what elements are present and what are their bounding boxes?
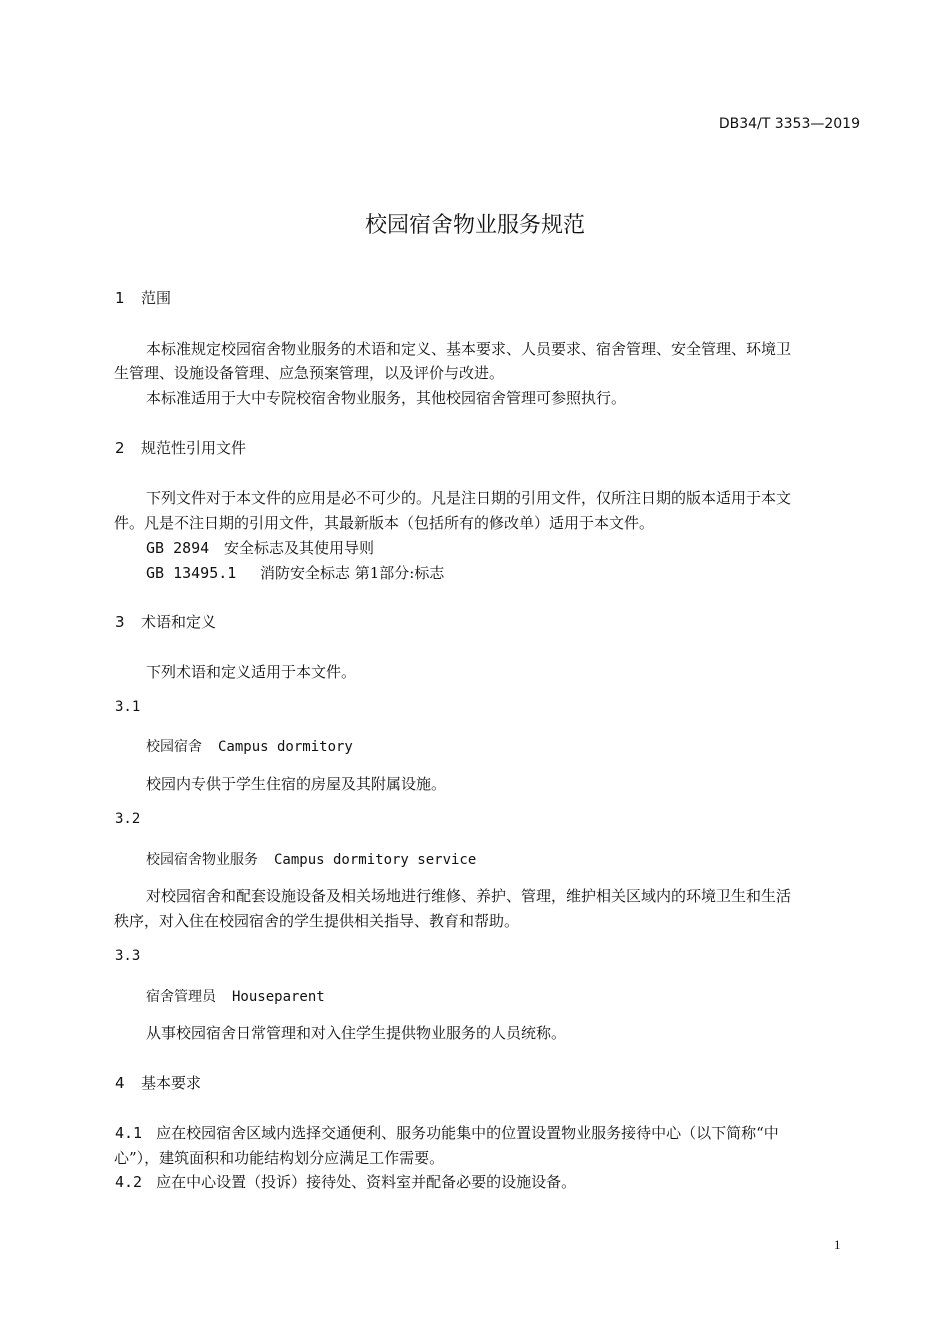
term-heading — [146, 986, 325, 1006]
term-heading — [146, 849, 476, 869]
reference-item — [146, 537, 374, 558]
section-title: 术语和定义 — [141, 613, 217, 631]
term-en: Houseparent — [232, 989, 325, 1005]
paragraph: 本标准适用于大中专院校宿舍物业服务，其他校园宿舍管理可参照执行。 — [146, 389, 627, 407]
term-zh: 校园宿舍 — [146, 739, 202, 755]
document-number: DB34/T 3353—2019 — [718, 116, 860, 132]
section-3-heading — [115, 611, 216, 632]
term-number: 3.1 — [115, 699, 141, 715]
section-title: 基本要求 — [141, 1074, 202, 1092]
paragraph-line: 下列文件对于本文件的应用是必不可少的。凡是注日期的引用文件，仅所注日期的版本适用于本文 — [146, 489, 792, 507]
term-definition: 从事校园宿舍日常管理和对入住学生提供物业服务的人员统称。 — [146, 1024, 567, 1042]
reference-title: 消防安全标志 第1部分:标志 — [260, 564, 445, 582]
paragraph-line: 件。凡是不注日期的引用文件，其最新版本（包括所有的修改单）适用于本文件。 — [114, 514, 655, 532]
term-definition-line: 秩序，对入住在校园宿舍的学生提供相关指导、教育和帮助。 — [114, 912, 520, 930]
clause-text-line: 心”），建筑面积和功能结构划分应满足工作需要。 — [114, 1149, 445, 1167]
paragraph-line: 生管理、设施设备管理、应急预案管理，以及评价与改进。 — [114, 364, 505, 382]
term-heading — [146, 736, 353, 756]
term-number: 3.3 — [115, 948, 141, 964]
term-en: Campus dormitory — [218, 739, 353, 755]
reference-title: 安全标志及其使用导则 — [224, 539, 375, 557]
section-number: 2 — [115, 439, 125, 457]
clause-4-1 — [115, 1122, 779, 1143]
paragraph-line: 本标准规定校园宿舍物业服务的术语和定义、基本要求、人员要求、宿舍管理、安全管理、环境卫 — [146, 340, 792, 358]
clause-number: 4.2 — [115, 1173, 143, 1191]
clause-text: 应在校园宿舍区域内选择交通便利、服务功能集中的位置设置物业服务接待中心（以下简称“中 — [156, 1124, 779, 1142]
term-zh: 宿舍管理员 — [146, 989, 216, 1005]
section-title: 范围 — [141, 289, 172, 307]
clause-number: 4.1 — [115, 1124, 143, 1142]
reference-item — [146, 562, 444, 583]
term-zh: 校园宿舍物业服务 — [146, 852, 258, 868]
term-definition-line: 对校园宿舍和配套设施设备及相关场地进行维修、养护、管理，维护相关区域内的环境卫生和生活 — [146, 887, 792, 905]
clause-4-2 — [115, 1171, 576, 1192]
section-2-heading — [115, 437, 246, 458]
term-en: Campus dormitory service — [274, 852, 477, 868]
section-number: 1 — [115, 289, 125, 307]
page-number: 1 — [834, 1237, 841, 1252]
term-definition: 校园内专供于学生住宿的房屋及其附属设施。 — [146, 775, 447, 793]
section-4-heading — [115, 1072, 201, 1093]
paragraph: 下列术语和定义适用于本文件。 — [146, 663, 357, 681]
section-number: 4 — [115, 1074, 125, 1092]
section-number: 3 — [115, 613, 125, 631]
document-title: 校园宿舍物业服务规范 — [364, 213, 585, 238]
section-title: 规范性引用文件 — [141, 439, 247, 457]
term-number: 3.2 — [115, 811, 141, 827]
clause-text: 应在中心设置（投诉）接待处、资料室并配备必要的设施设备。 — [156, 1173, 577, 1191]
reference-code: GB 13495.1 — [146, 564, 237, 582]
section-1-heading — [115, 287, 171, 308]
reference-code: GB 2894 — [146, 539, 210, 557]
